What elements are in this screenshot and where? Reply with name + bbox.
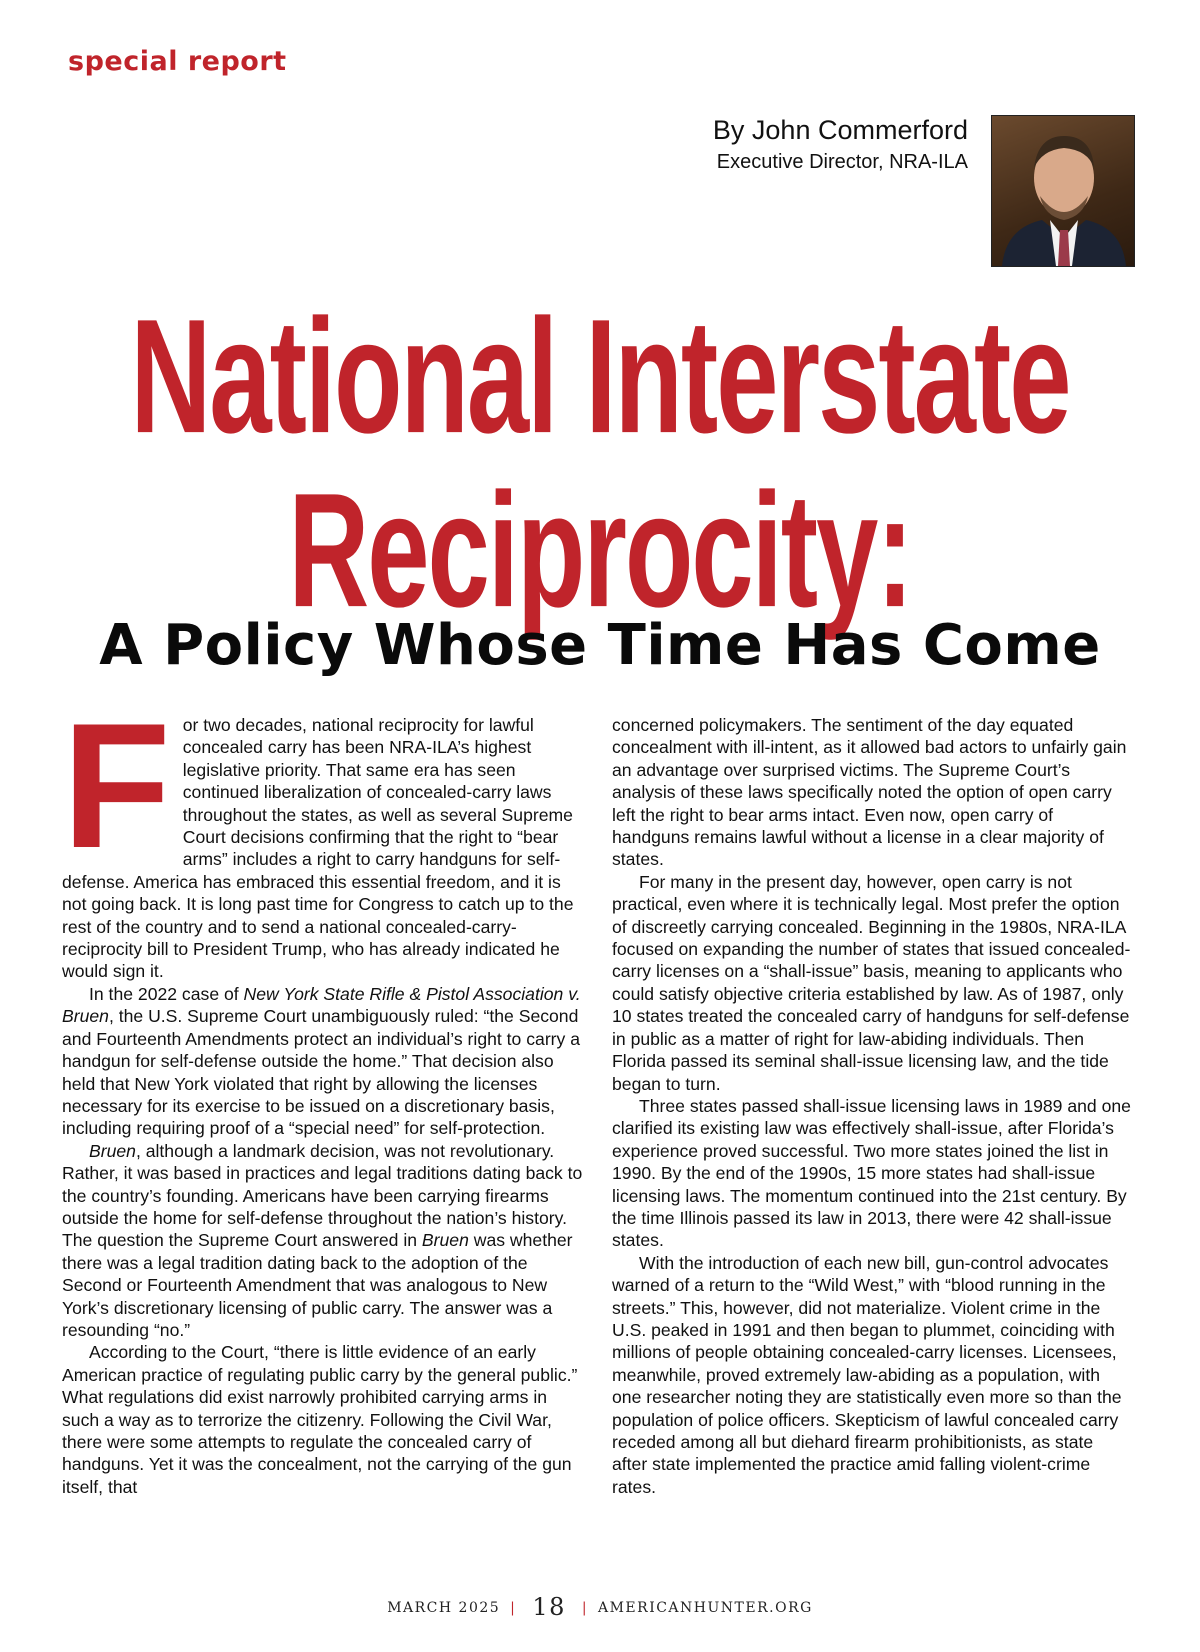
byline	[713, 112, 968, 176]
page-number: 18	[532, 1593, 566, 1621]
paragraph: In the 2022 case of New York State Rifle & Pistol Association v. Bruen, the U.S. Supreme Court unambiguously ruled: “the Second and Fourteenth Amendments protect an individual’s right to carry a handgun for self-defense outside the home.” That decision also held that New York violated that right by allowing the licenses necessary for its exercise to be issued on a discretionary basis, including requiring proof of a “special need” for self-protection.	[62, 983, 581, 1139]
headline	[0, 285, 1200, 641]
byline-author: By John Commerford	[712, 115, 968, 145]
footer-separator: |	[581, 1600, 589, 1616]
subheadline: A Policy Whose Time Has Come	[99, 613, 1101, 678]
section-tag: special report	[68, 46, 287, 77]
paragraph: With the introduction of each new bill, gun-control advocates warned of a return to the “Wild West,” with “blood running in the streets.” This, however, did not materialize. Violent crime in the U.S. peaked in 1991 and then began to plummet, coinciding with millions of people obtaining concealed-carry licenses. Licensees, meanwhile, proved extremely law-abiding as a population, with one researcher noting they are statistically even more so than the population of police officers. Skepticism of lawful concealed carry receded among all but diehard firearm prohibitionists, as state after state implemented the practice amid falling violent-crime rates.	[612, 1252, 1122, 1497]
paragraph: For many in the present day, however, open carry is not practical, even where it is technically legal. Most prefer the option of discreetly carrying concealed. Beginning in the 1980s, NRA-ILA focused on expanding the number of states that issued concealed-carry licenses on a “shall-issue” basis, meaning to applicants who could satisfy objective criteria established by law. As of 1987, only 10 states treated the concealed carry of handguns for self-defense in public as a matter of right for law-abiding individuals. Then Florida passed its seminal shall-issue licensing law, and the tide began to turn.	[612, 871, 1131, 1094]
byline-role: Executive Director, NRA-ILA	[716, 151, 968, 173]
paragraph: According to the Court, “there is little evidence of an early American practice of regulating public carry by the general public.” What regulations did exist narrowly prohibited carrying arms in such a way as to terrorize the citizenry. Following the Civil War, there were some attempts to regulate the concealed carry of handguns. Yet it was the concealment, not the carrying of the gun itself, that	[62, 1342, 578, 1497]
author-photo	[991, 115, 1135, 267]
headline-line-2: Reciprocity:	[288, 459, 912, 641]
paragraph: concerned policymakers. The sentiment of the day equated concealment with ill-intent, as it allowed bad actors to unfairly gain an advantage over surprised victims. The Supreme Court’s analysis of these laws specifically noted the option of open carry left the right to bear arms intact. Even now, open carry of handguns remains lawful without a license in a clear majority of states.	[612, 715, 1127, 870]
article-column-right	[612, 714, 1132, 1498]
headline-line-1: National Interstate	[130, 285, 1070, 467]
drop-cap: F	[62, 686, 171, 885]
paragraph: Bruen, although a landmark decision, was not revolutionary. Rather, it was based in practices and legal traditions dating back to the country’s founding. Americans have been carrying firearms outside the home for self-defense throughout the nation’s history. The question the Supreme Court answered in Bruen was whether there was a legal tradition dating back to the adoption of the Second or Fourteenth Amendment that was analogous to New York’s discretionary licensing of public carry. The answer was a resounding “no.”	[62, 1140, 583, 1340]
footer-issue: MARCH 2025	[387, 1600, 501, 1616]
page-footer	[0, 1593, 1200, 1621]
article-column-left	[62, 686, 584, 1498]
paragraph: or two decades, national reciprocity for lawful concealed carry has been NRA-ILA’s highest legislative priority. That same era has seen continued liberalization of concealed-carry laws throughout the states, as well as several Supreme Court decisions confirming that the right to “bear arms” includes a right to carry handguns for self-defense. America has embraced this essential freedom, and it is not going back. It is long past time for Congress to catch up to the rest of the country and to send a national concealed-carry-reciprocity bill to President Trump, who has already indicated he would sign it.	[62, 715, 574, 982]
paragraph: Three states passed shall-issue licensing laws in 1989 and one clarified its existing law was effectively shall-issue, after Florida’s experience proved successful. Two more states joined the list in 1990. By the end of the 1990s, 15 more states had shall-issue licensing laws. The momentum continued into the 21st century. By the time Illinois passed its law in 2013, there were 42 shall-issue states.	[612, 1095, 1131, 1251]
footer-site: AMERICANHUNTER.ORG	[597, 1600, 813, 1616]
footer-separator: |	[510, 1600, 517, 1616]
